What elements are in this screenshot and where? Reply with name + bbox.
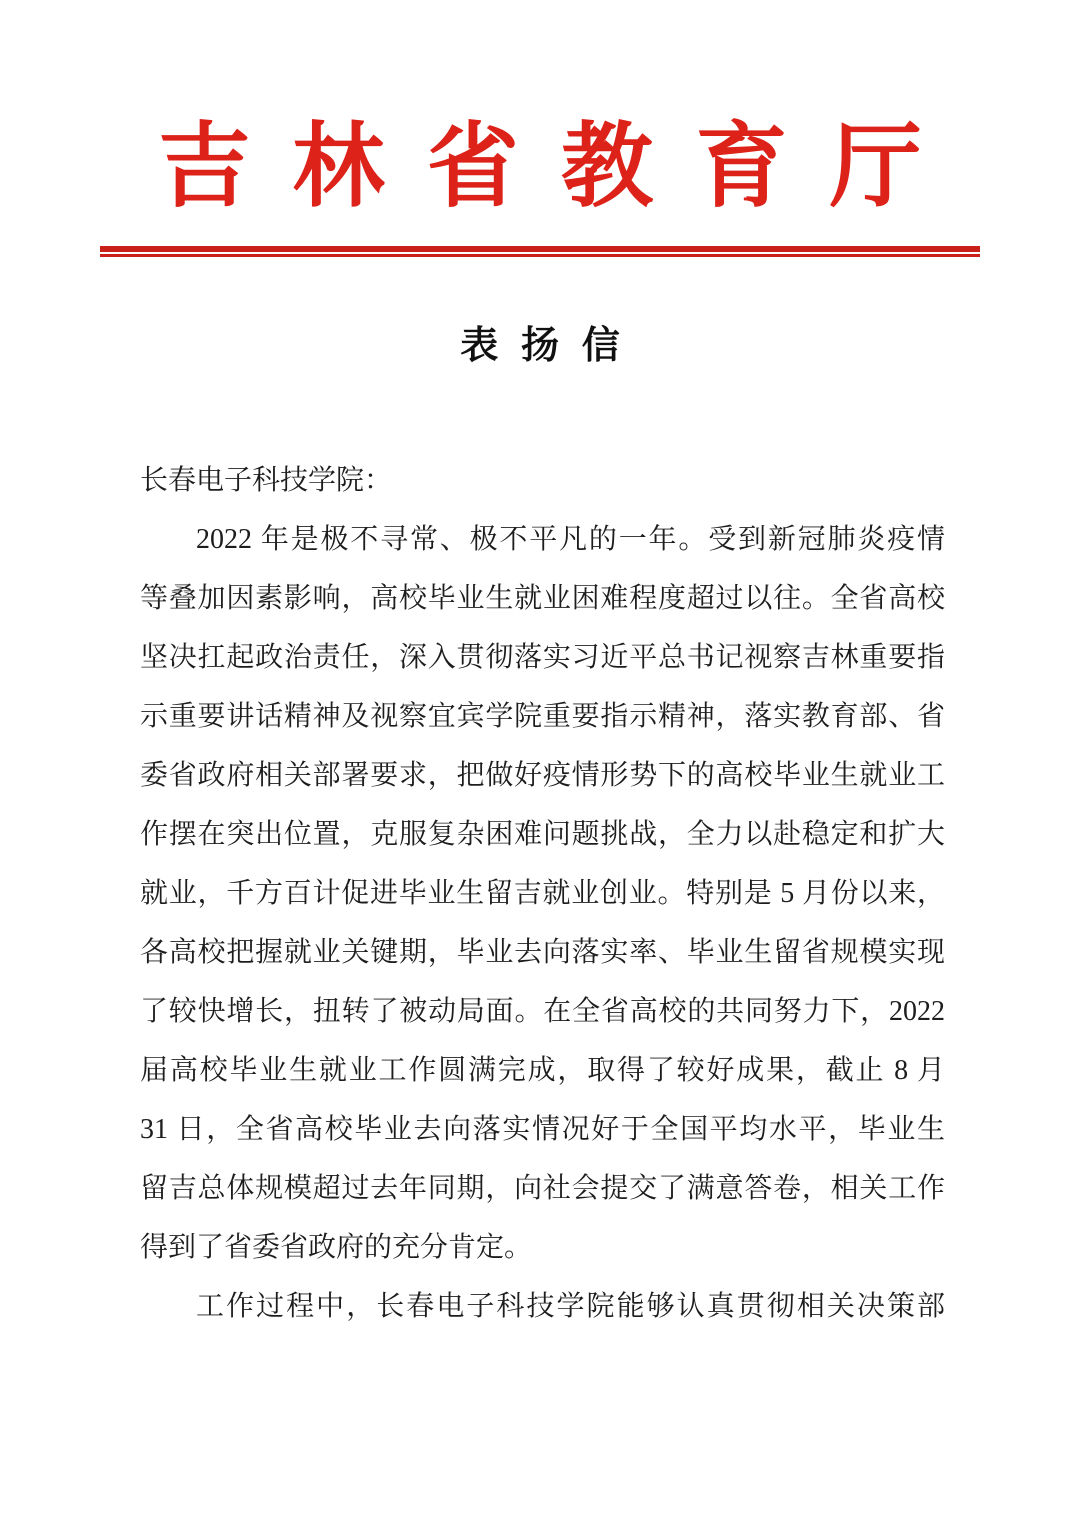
body-line: 了较快增长，扭转了被动局面。在全省高校的共同努力下，2022 [140, 996, 945, 1027]
body-line: 示重要讲话精神及视察宜宾学院重要指示精神，落实教育部、省 [140, 701, 945, 732]
letterhead [0, 0, 1080, 257]
body-line: 留吉总体规模超过去年同期，向社会提交了满意答卷，相关工作 [140, 1173, 945, 1204]
body-line: 委省政府相关部署要求，把做好疫情形势下的高校毕业生就业工 [140, 760, 945, 791]
paragraph-1 [140, 510, 945, 1277]
salutation: 长春电子科技学院： [140, 465, 393, 496]
body-line: 坚决扛起政治责任，深入贯彻落实习近平总书记视察吉林重要指 [140, 642, 945, 673]
body-line: 31 日，全省高校毕业去向落实情况好于全国平均水平，毕业生 [140, 1114, 945, 1145]
body-line: 2022 年是极不寻常、极不平凡的一年。受到新冠肺炎疫情 [196, 524, 945, 555]
body-line: 届高校毕业生就业工作圆满完成，取得了较好成果，截止 8 月 [140, 1055, 945, 1086]
letter-content [0, 323, 1080, 1336]
body-line: 工作过程中，长春电子科技学院能够认真贯彻相关决策部 [196, 1291, 945, 1322]
agency-title: 吉林省教育厅 [158, 116, 965, 218]
body-line: 等叠加因素影响，高校毕业生就业困难程度超过以往。全省高校 [140, 583, 945, 614]
letter-title: 表扬信 [460, 325, 643, 367]
rule-thick-line [100, 246, 980, 252]
letter-body [140, 451, 945, 1336]
body-line: 作摆在突出位置，克服复杂困难问题挑战，全力以赴稳定和扩大 [140, 819, 945, 850]
body-line: 得到了省委省政府的充分肯定。 [140, 1232, 533, 1263]
letterhead-double-rule [100, 246, 980, 257]
paragraph-2 [140, 1277, 945, 1336]
rule-thin-line [100, 254, 980, 257]
body-line: 各高校把握就业关键期，毕业去向落实率、毕业生留省规模实现 [140, 937, 945, 968]
body-line: 就业，千方百计促进毕业生留吉就业创业。特别是 5 月份以来， [140, 878, 945, 909]
